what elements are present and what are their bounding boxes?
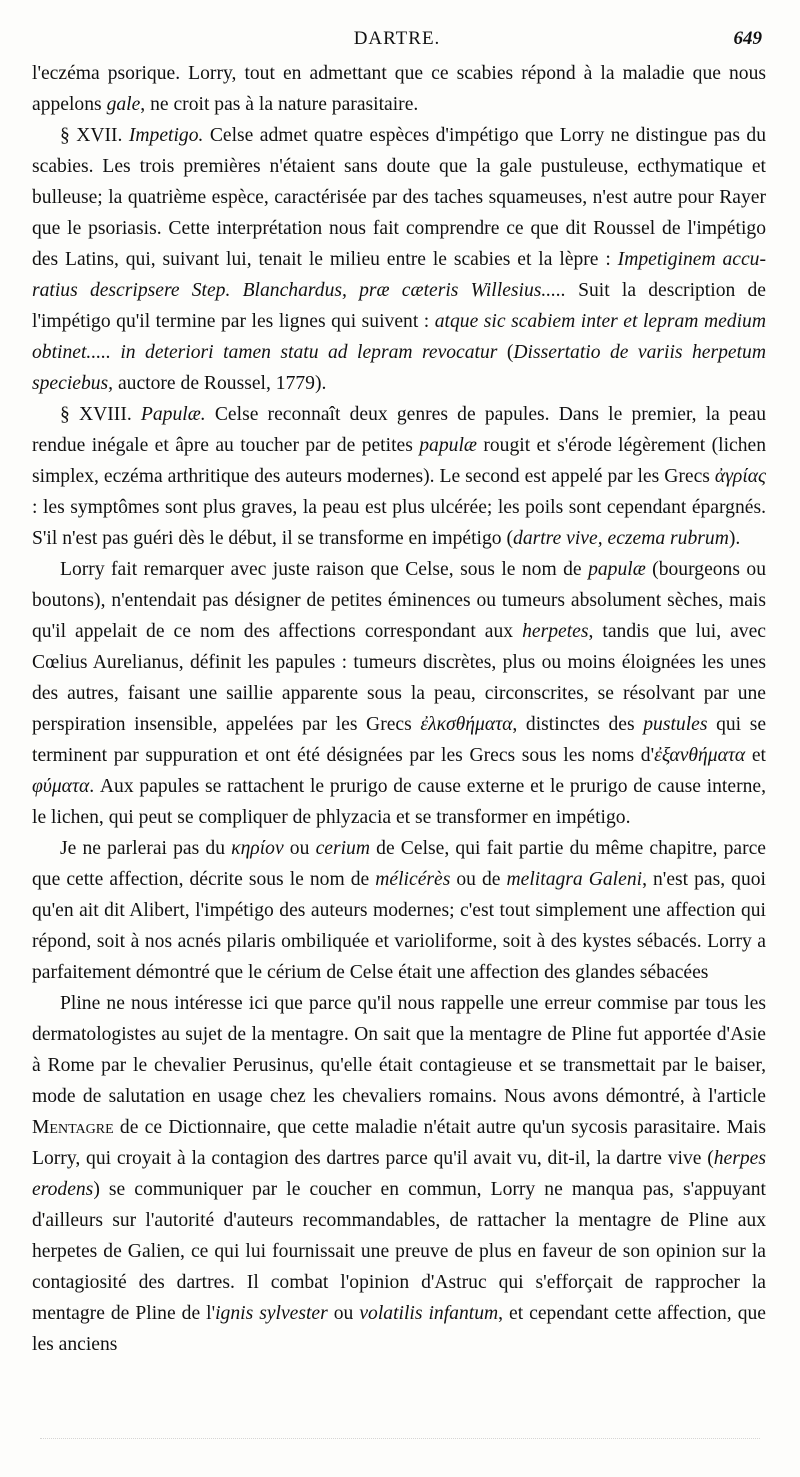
paragraph-lorry-papules	[32, 554, 766, 833]
text-run: , et cependant cette affection, que les anciens	[32, 1303, 766, 1355]
section-mark: § XVII.	[60, 125, 129, 146]
greek-run: ἀγρίας	[714, 466, 766, 487]
running-head: DARTRE.	[353, 28, 441, 49]
text-run: , distinctes des	[512, 714, 644, 735]
italic-run: papulæ	[419, 435, 477, 456]
italic-run: pustules	[643, 714, 708, 735]
italic-run: volatilis infantum	[359, 1303, 499, 1324]
section-title: Impetigo.	[128, 125, 204, 146]
text-run: (	[497, 342, 514, 363]
text-run: ou	[327, 1303, 360, 1324]
paragraph-papulae	[32, 399, 766, 554]
text-run: Celse reconnaît deux genres de papules. Dans le premier, la peau rendue inégale et âpre au toucher par de petites	[32, 404, 766, 456]
section-title: Papulæ.	[140, 404, 206, 425]
text-run: rougit et s'érode légèrement (lichen simplex, eczéma arthritique des auteurs modernes). Le second est appelé par les Grecs	[32, 435, 766, 487]
text-run: qui se terminent par suppuration et ont été désignées par les Grecs sous les noms d'	[32, 714, 767, 766]
text-run: ou	[283, 838, 316, 859]
italic-run: Dissertatio de variis herpetum speciebus,	[32, 342, 766, 394]
italic-run: mélicérès	[375, 869, 451, 890]
text-run: , ne croit pas à la nature parasitaire.	[140, 94, 419, 115]
greek-run: κηρίον	[231, 838, 284, 859]
italic-run: gale	[106, 94, 141, 115]
text-run: , tandis que lui, avec Cœlius Aurelianus, définit les papules : tumeurs discrètes, plus ou moins éloignées les unes des autres, faisant une saillie apparente sous la peau, circonscrites, se résolvant par une perspiration insensible, appelées par les Grecs	[32, 621, 766, 735]
text-run: ).	[728, 528, 741, 549]
text-run: Celse admet quatre espèces d'impétigo que Lorry ne distingue pas du scabies. Les trois premières n'étaient sans doute que la gale pustuleuse, ecthymatique et bulleuse; la quatrième espèce, caractérisée par des taches squameuses, n'est autre pour Rayer que le psoriasis. Cette interprétation nous fait comprendre ce que dit Roussel de l'impétigo des Latins, qui, suivant lui, tenait le milieu entre le scabies et la lèpre :	[32, 125, 767, 270]
text-run: , n'est pas, quoi qu'en ait dit Alibert, l'impétigo des auteurs modernes; c'est tout simplement une affection qui répond, soit à nos acnés pilaris ombiliquée et varioliforme, soit à des kystes sébacés. Lorry a parfaitement démontré que le cérium de Celse était une affection des glandes sébacées	[32, 869, 767, 983]
greek-run: ἐξανθήματα	[654, 745, 746, 766]
text-run: Suit la description de l'impétigo qu'il termine par les lignes qui suivent :	[32, 280, 766, 332]
greek-run: φύματα	[32, 776, 90, 797]
text-run: Lorry fait remarquer avec juste raison que Celse, sous le nom de	[60, 559, 589, 580]
text-run: Pline ne nous intéresse ici que parce qu'il nous rappelle une erreur commise par tous les dermatologistes au sujet de la mentagre. On sait que la mentagre de Pline fut apportée d'Asie à Rome par le chevalier Perusinus, qu'elle était contagieuse et se transmettait par le baiser, mode de salutation en usage chez les chevaliers romains. Nous avons démontré, à l'article	[32, 993, 766, 1107]
page-header	[32, 28, 762, 58]
italic-run: melitagra Galeni	[506, 869, 643, 890]
page-body	[32, 58, 766, 1360]
text-run: de Celse, qui fait partie du même chapitre, parce que cette affection, décrite sous le nom de	[32, 838, 766, 890]
italic-run: atque sic scabiem inter et lepram medium obtinet..... in deteriori tamen statu ad lepram revocatur	[32, 311, 766, 363]
paragraph-continuation	[32, 58, 766, 120]
text-run: l'eczéma psorique. Lorry, tout en admettant que ce scabies répond à la maladie que nous appelons	[32, 63, 766, 115]
text-run: et	[745, 745, 766, 766]
italic-run: papulæ	[588, 559, 646, 580]
text-run: ou de	[450, 869, 507, 890]
italic-run: herpetes	[522, 621, 589, 642]
section-mark: § XVIII.	[60, 404, 141, 425]
text-run: (bourgeons ou boutons), n'entendait pas désigner de petites éminences ou tumeurs absolument sèches, mais qu'il appelait de ce nom des affections correspondant aux	[32, 559, 766, 642]
text-run: Je ne parlerai pas du	[60, 838, 232, 859]
italic-run: ignis sylvester	[215, 1303, 328, 1324]
italic-run: Impetiginem accuratius descripsere Step. Blanchardus, præ cæteris Willesius.....	[32, 249, 767, 301]
paragraph-impetigo	[32, 120, 766, 399]
scan-artifact-marks	[40, 1438, 760, 1439]
italic-run: dartre vive, eczema rubrum	[513, 528, 729, 549]
greek-run: ἐλκσθήματα	[420, 714, 513, 735]
text-run: auctore de Roussel, 1779).	[113, 373, 327, 394]
paragraph-pline-mentagre	[32, 988, 766, 1360]
page-number: 649	[733, 28, 762, 49]
italic-run: herpes erodens	[32, 1148, 766, 1200]
text-run: ) se communiquer par le coucher en commun, Lorry ne manqua pas, s'appuyant d'ailleurs sur l'autorité d'auteurs recommandables, de rattacher la mentagre de Pline aux herpetes de Galien, ce qui lui fournissait une preuve de plus en faveur de son opinion sur la contagiosité des dartres. Il combat l'opinion d'Astruc qui s'efforçait de rapprocher la mentagre de Pline de l'	[32, 1179, 766, 1324]
italic-run: cerium	[315, 838, 370, 859]
text-run: . Aux papules se rattachent le prurigo de cause externe et le prurigo de cause interne, le lichen, qui peut se compliquer de phlyzacia et se transformer en impétigo.	[32, 776, 766, 828]
text-run: de ce Dictionnaire, que cette maladie n'était autre qu'un sycosis parasitaire. Mais Lorry, qui croyait à la contagion des dartres parce qu'il avait vu, dit-il, la dartre vive (	[32, 1117, 766, 1169]
text-run: : les symptômes sont plus graves, la peau est plus ulcérée; les poils sont cependant épargnés. S'il n'est pas guéri dès le début, il se transforme en impétigo (	[32, 497, 766, 549]
paragraph-cerium	[32, 833, 766, 988]
small-caps-run: Mentagre	[32, 1117, 114, 1138]
